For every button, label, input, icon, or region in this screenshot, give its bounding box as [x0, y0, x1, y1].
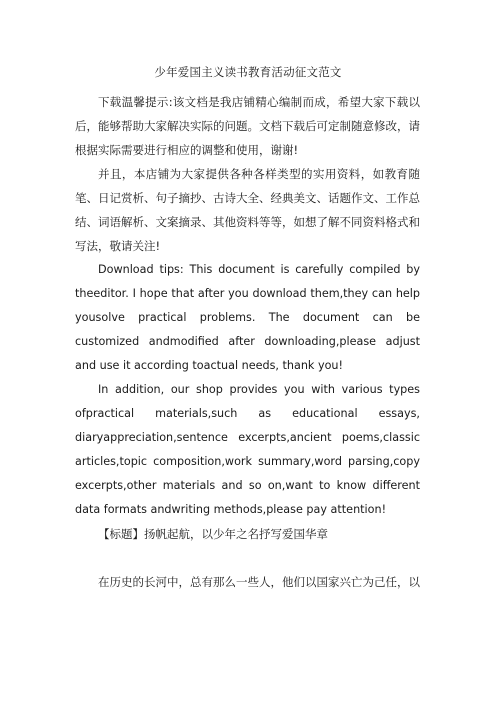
document-title: 少年爱国主义读书教育活动征文范文 [154, 65, 342, 79]
paragraph-body-start: 在历史的长河中，总有那么一些人，他们以国家兴亡为己任，以 [98, 575, 420, 589]
section-heading: 【标题】扬帆起航，以少年之名抒写爱国华章 [98, 527, 328, 541]
document-body [75, 90, 420, 594]
paragraph-download-tip-cn: 下载温馨提示:该文档是我店铺精心编制而成，希望大家下载以后，能够帮助大家解决实际的问题。文档下载后可定制随意修改，请根据实际需要进行相应的调整和使用，谢谢! [75, 95, 420, 157]
paragraph-download-tip-en: Download tips: This document is carefully compiled by theeditor. I hope that after you download them,they can help yousolve practical problems. The document can be customized andmodified after downloading,please adjust and use it according toactual needs, thank you! [75, 263, 420, 372]
paragraph-shop-note-cn: 并且，本店铺为大家提供各种各样类型的实用资料，如教育随笔、日记赏析、句子摘抄、古诗大全、经典美文、话题作文、工作总结、词语解析、文案摘录、其他资料等等，如想了解不同资料格式和写法，敬请关注! [75, 167, 420, 253]
paragraph-shop-note-en: In addition, our shop provides you with various types ofpractical materials,such as educational essays, diaryappreciation,sentence excerpts,ancient poems,classic articles,topic composition,work summary,word parsing,copy excerpts,other materials and so on,want to know different data formats andwriting methods,please pay attention! [75, 383, 420, 516]
